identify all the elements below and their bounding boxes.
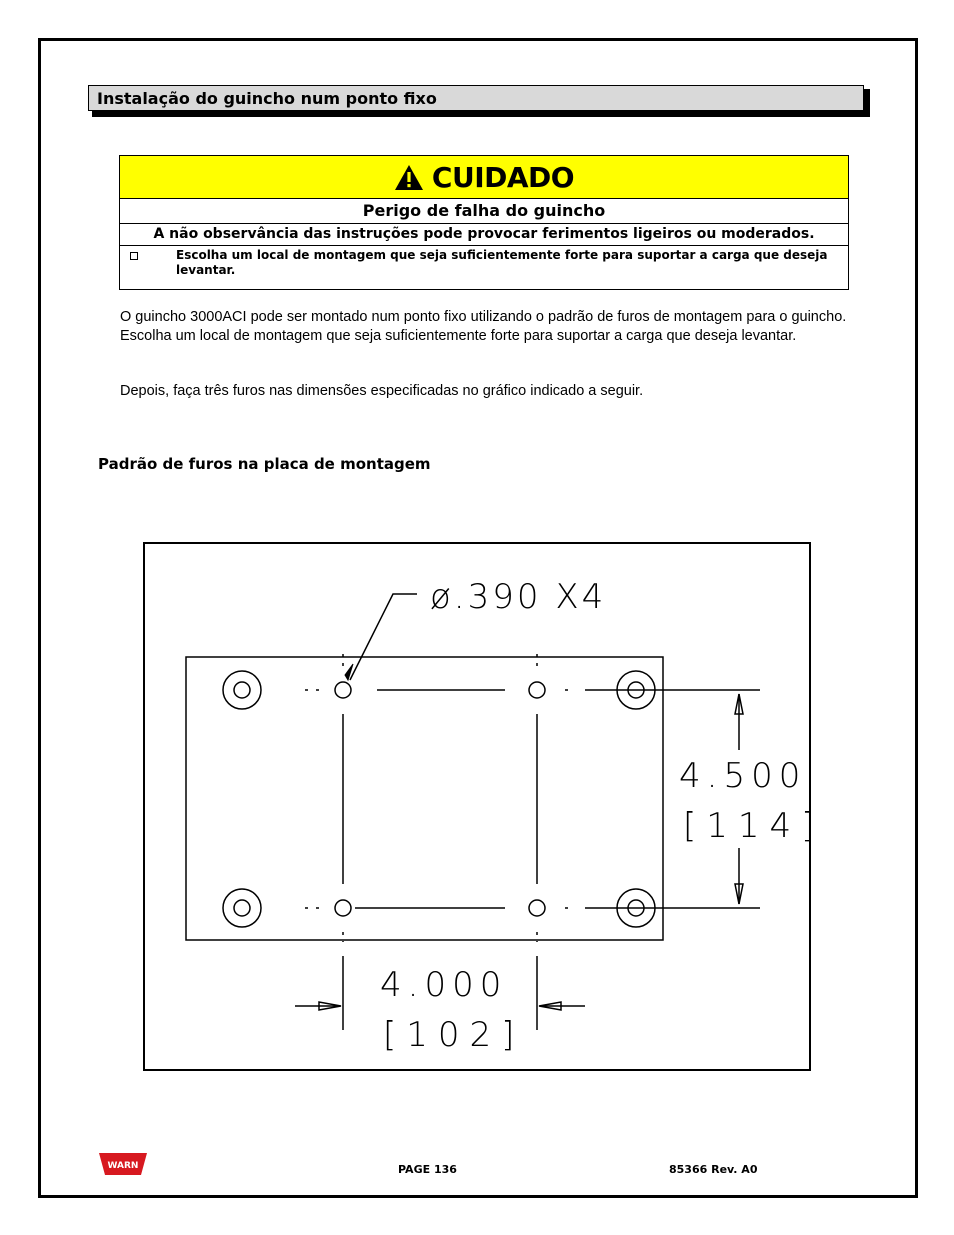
mounting-hole	[335, 682, 351, 698]
warning-triangle-icon	[394, 164, 424, 191]
caution-warning: A não observância das instruções pode provocar ferimentos ligeiros ou moderados.	[120, 224, 848, 246]
warn-logo	[98, 1151, 148, 1181]
mounting-hole	[335, 900, 351, 916]
caution-subtitle: Perigo de falha do guincho	[120, 199, 848, 224]
hole-callout: ø.390 X4	[430, 577, 607, 617]
mounting-hole	[529, 900, 545, 916]
caution-list-item	[120, 246, 848, 278]
document-revision: 85366 Rev. A0	[669, 1163, 758, 1176]
drawing-heading: Padrão de furos na placa de montagem	[98, 455, 431, 473]
height-dimension-mm: [114]	[683, 806, 825, 846]
width-dimension: 4.000	[380, 965, 508, 1005]
caution-header	[120, 156, 848, 199]
caution-title: CUIDADO	[431, 160, 575, 194]
warn-logo-text: WARN	[107, 1161, 139, 1171]
mounting-pattern-drawing	[143, 542, 825, 1071]
caution-item-text: Escolha um local de montagem que seja suficientemente forte para suportar a carga que deseja levantar.	[176, 248, 828, 277]
checkbox-bullet-icon	[130, 252, 138, 260]
body-paragraph-1: O guincho 3000ACI pode ser montado num ponto fixo utilizando o padrão de furos de montagem para o guincho. Escolha um local de montagem que seja suficientemente forte para suportar a carga que deseja levantar.	[120, 309, 847, 344]
bolt-boss	[223, 889, 261, 927]
body-paragraph-2: Depois, faça três furos nas dimensões especificadas no gráfico indicado a seguir.	[120, 383, 644, 399]
caution-box	[119, 155, 849, 290]
width-dimension-mm: [102]	[383, 1015, 525, 1055]
height-dimension: 4.500	[679, 756, 807, 796]
section-title: Instalação do guincho num ponto fixo	[88, 85, 864, 111]
page-number: PAGE 136	[398, 1163, 457, 1176]
mounting-hole	[529, 682, 545, 698]
mounting-pattern-svg	[145, 544, 825, 1069]
bolt-boss	[223, 671, 261, 709]
